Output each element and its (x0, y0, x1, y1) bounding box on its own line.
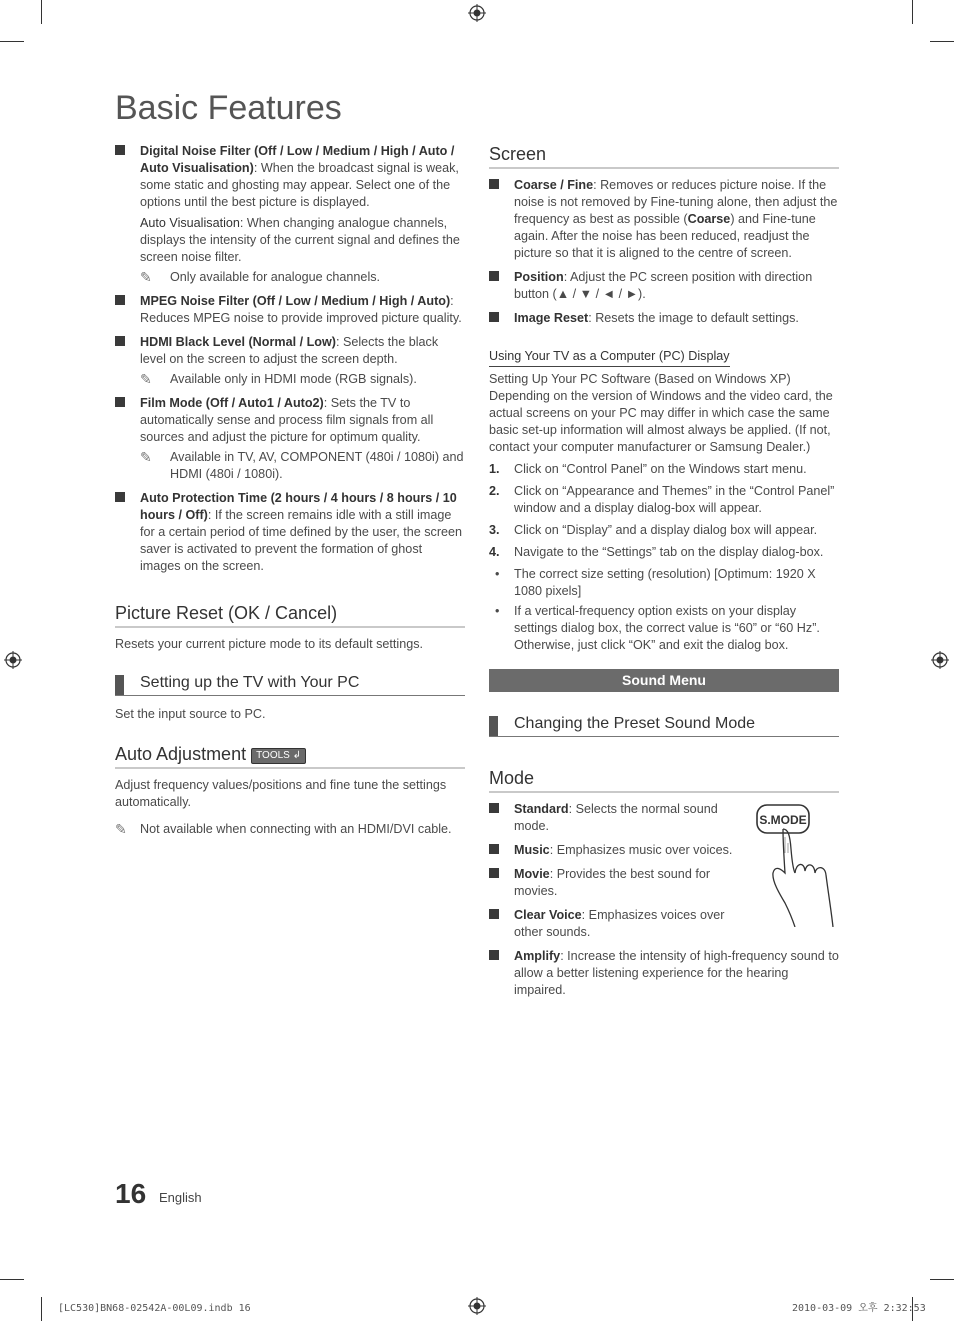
heading-bar-icon (115, 675, 124, 695)
mode-list (489, 801, 839, 999)
right-column (489, 143, 839, 1006)
page-language: English (159, 1190, 202, 1205)
item-bold: Coarse (687, 212, 731, 226)
note-text: Available in TV, AV, COMPONENT (480i / 1080i) and HDMI (480i / 1080i). (170, 450, 464, 481)
item-title: Image Reset (514, 311, 589, 325)
square-bullet-icon (489, 271, 499, 281)
item-text: : If the screen remains idle with a still image for a certain period of time defined by the user, the screen saver is activated to prevent the formation of ghost images on the screen. (140, 508, 463, 573)
list-item (489, 310, 839, 327)
heading-bar-icon (489, 716, 498, 736)
numbered-step (489, 522, 839, 539)
pencil-note-icon: ✎ (140, 269, 152, 285)
item-text: ) and Fine-tune again. After the noise has been reduced, readjust the picture so that it is aligned to the centre of screen. (514, 212, 816, 260)
note (140, 371, 465, 388)
item-title: HDMI Black Level (Normal / Low) (140, 335, 336, 349)
note-text: Available only in HDMI mode (RGB signals). (170, 372, 417, 386)
item-title: Amplify (514, 949, 561, 963)
list-item (489, 801, 739, 835)
pencil-note-icon: ✎ (140, 449, 152, 465)
dot-bullet-icon: • (495, 604, 500, 618)
sound-menu-band: Sound Menu (489, 669, 839, 692)
heading-text: Setting up the TV with Your PC (140, 674, 360, 691)
crosshair-icon (468, 4, 486, 22)
smode-label: S.MODE (759, 813, 807, 827)
list-item (489, 177, 839, 262)
pencil-note-icon: ✎ (140, 371, 152, 387)
note (115, 821, 465, 838)
dot-text: If a vertical-frequency option exists on your display settings dialog box, the correct value is “60” or “60 Hz”. Otherwise, just click “OK” and exit the dialog box. (514, 604, 820, 652)
crop-mark (41, 0, 42, 24)
paragraph: Adjust frequency values/positions and fine tune the settings automatically. (115, 778, 447, 809)
square-bullet-icon (489, 312, 499, 322)
list-item (115, 334, 465, 388)
square-bullet-icon (489, 950, 499, 960)
section-heading-setup-pc (115, 673, 465, 696)
section-heading-auto-adjustment (115, 743, 465, 769)
step-text: Navigate to the “Settings” tab on the display dialog-box. (514, 545, 824, 559)
pencil-note-icon: ✎ (115, 821, 127, 837)
paragraph: Resets your current picture mode to its default settings. (115, 637, 423, 651)
step-text: Click on “Appearance and Themes” in the “Control Panel” window and a display dialog-box will appear. (514, 484, 835, 515)
item-text: : Emphasizes music over voices. (549, 843, 733, 857)
list-item (489, 269, 839, 303)
square-bullet-icon (489, 179, 499, 189)
step-number: 4. (489, 545, 500, 559)
heading-text: Auto Adjustment (115, 744, 247, 764)
item-text: : When the broadcast signal is weak, some static and ghosting may appear. Select one of the options until the best picture is displayed. (140, 161, 459, 209)
numbered-step (489, 461, 839, 478)
tools-label: TOOLS (256, 750, 290, 761)
list-item (115, 293, 465, 327)
square-bullet-icon (115, 336, 125, 346)
item-text: : Resets the image to default settings. (588, 311, 799, 325)
list-item (489, 948, 839, 999)
item-title: Digital Noise Filter (Off / Low / Medium / High / Auto / Auto Visualisation) (140, 144, 455, 175)
item-text: : Sets the TV to automatically sense and process film signals from all sources and adjust the picture for optimum quality. (140, 396, 434, 444)
square-bullet-icon (115, 145, 125, 155)
crop-mark (930, 1279, 954, 1280)
square-bullet-icon (489, 844, 499, 854)
square-bullet-icon (489, 803, 499, 813)
item-text: : Reduces MPEG noise to provide improved picture quality. (140, 294, 462, 325)
sub-text: : When changing analogue channels, displays the intensity of the current signal and defines the screen noise filter. (140, 216, 460, 264)
crop-mark (41, 1297, 42, 1321)
item-text: : Provides the best sound for movies. (514, 867, 711, 898)
dot-item (489, 566, 839, 600)
square-bullet-icon (115, 492, 125, 502)
subsection-heading-pc-display: Using Your TV as a Computer (PC) Display (489, 348, 730, 367)
section-heading-picture-reset: Picture Reset (OK / Cancel) (115, 602, 465, 628)
list-item (489, 842, 739, 859)
item-text: : Increase the intensity of high-frequency sound to allow a better listening experience for the hearing impaired. (514, 949, 839, 997)
item-text: : Emphasizes voices over other sounds. (514, 908, 725, 939)
list-item (489, 907, 739, 941)
crosshair-icon (4, 651, 22, 669)
crop-mark (912, 0, 913, 24)
item-title: Movie (514, 867, 550, 881)
sub-paragraph (140, 215, 465, 266)
smode-hand-icon (755, 803, 839, 927)
page-title: Basic Features (115, 89, 342, 127)
note-text: Only available for analogue channels. (170, 270, 381, 284)
numbered-step (489, 544, 839, 561)
dot-bullet-icon: • (495, 567, 500, 581)
item-title: Clear Voice (514, 908, 582, 922)
step-number: 1. (489, 462, 500, 476)
crop-mark (0, 1279, 24, 1280)
section-heading-mode: Mode (489, 767, 839, 793)
square-bullet-icon (115, 397, 125, 407)
crosshair-icon (468, 1297, 486, 1315)
note (140, 269, 465, 286)
dot-text: The correct size setting (resolution) [Optimum: 1920 X 1080 pixels] (514, 567, 816, 598)
step-text: Click on “Control Panel” on the Windows start menu. (514, 462, 807, 476)
note-text: Not available when connecting with an HDMI/DVI cable. (140, 822, 452, 836)
sub-title: Auto Visualisation (140, 216, 240, 230)
paragraph: Set the input source to PC. (115, 707, 266, 721)
item-title: Film Mode (Off / Auto1 / Auto2) (140, 396, 324, 410)
item-text: : Adjust the PC screen position with direction button (▲ / ▼ / ◄ / ►). (514, 270, 813, 301)
crop-mark (930, 41, 954, 42)
item-title: Position (514, 270, 564, 284)
item-title: Auto Protection Time (2 hours / 4 hours / 8 hours / 10 hours / Off) (140, 491, 457, 522)
note (140, 449, 465, 483)
item-text: : Selects the black level on the screen to adjust the screen depth. (140, 335, 439, 366)
section-heading-screen: Screen (489, 143, 839, 169)
item-title: Standard (514, 802, 569, 816)
paragraph: Depending on the version of Windows and the video card, the actual screens on your PC may differ in which case the same basic set-up information will almost always be applied. (If not, contact your computer manufacturer or Samsung Dealer.) (489, 389, 833, 454)
list-item (115, 143, 465, 286)
square-bullet-icon (489, 909, 499, 919)
step-number: 3. (489, 523, 500, 537)
item-title: Music (514, 843, 550, 857)
list-item (115, 490, 465, 575)
item-title: Coarse / Fine (514, 178, 594, 192)
slug-date: 2010-03-09 오후 2:32:53 (792, 1303, 926, 1314)
crosshair-icon (931, 651, 949, 669)
tools-badge: TOOLS ↲ (251, 748, 306, 764)
item-text: : Removes or reduces picture noise. If the noise is not removed by Fine-tuning alone, then adjust the frequency as best as possible ( (514, 178, 838, 226)
list-item (115, 395, 465, 483)
square-bullet-icon (489, 868, 499, 878)
left-column (115, 143, 465, 838)
list-item (489, 866, 739, 900)
square-bullet-icon (115, 295, 125, 305)
step-text: Click on “Display” and a display dialog box will appear. (514, 523, 818, 537)
heading-text: Changing the Preset Sound Mode (514, 715, 756, 732)
section-heading-preset-sound (489, 714, 839, 737)
slug-file: [LC530]BN68-02542A-00L09.indb 16 (58, 1303, 251, 1314)
crop-mark (0, 41, 24, 42)
dot-item (489, 603, 839, 654)
item-title: MPEG Noise Filter (Off / Low / Medium / High / Auto) (140, 294, 451, 308)
paragraph: Setting Up Your PC Software (Based on Windows XP) (489, 372, 791, 386)
page-number: 16 (115, 1178, 147, 1209)
step-number: 2. (489, 484, 500, 498)
item-text: : Selects the normal sound mode. (514, 802, 718, 833)
numbered-step (489, 483, 839, 517)
